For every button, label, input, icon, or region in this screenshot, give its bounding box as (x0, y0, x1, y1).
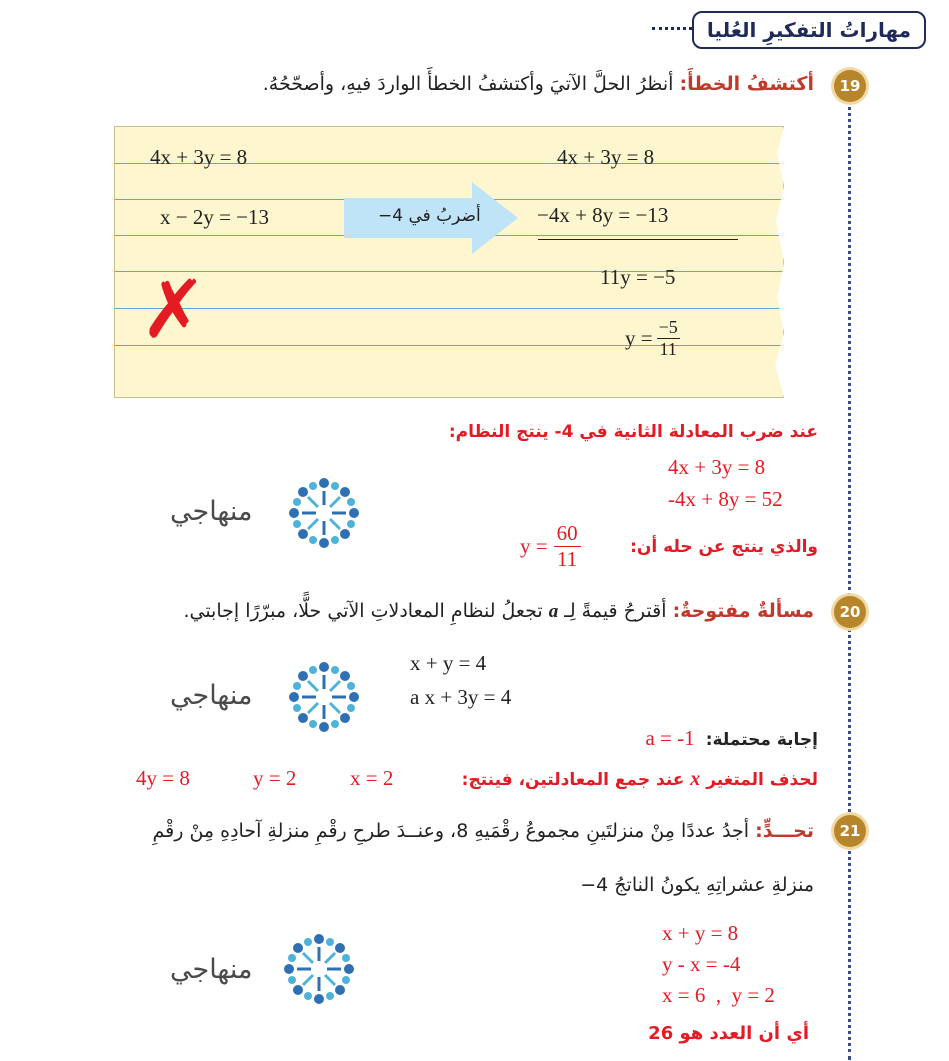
q21-statement-1 (153, 820, 815, 842)
q20-elim-r3: 4y = 8 (136, 766, 190, 790)
q20-head: مسألةٌ مفتوحةٌ: (672, 600, 814, 622)
q20-possible-answer (645, 726, 818, 751)
result-2-lhs: y = (625, 326, 653, 350)
q21-eq2: y - x = -4 (662, 952, 741, 976)
q20-eq1: x + y = 4 (410, 651, 487, 675)
right-eq-2: −4x + 8y = −13 (537, 203, 669, 227)
q19-answer-value (520, 521, 581, 572)
sum-rule (538, 239, 738, 240)
q20-elim-var: x (690, 768, 701, 790)
q19-text: أنظرُ الحلَّ الآتيَ وأكتشفُ الخطأَ الواردَ فيهِ، وأصحّحُهُ. (262, 73, 674, 95)
q20-text-after: تجعلُ لنظامِ المعادلاتِ الآتي حلًّا، مبرّرًا إجابتي. (183, 600, 543, 622)
section-header (652, 11, 928, 47)
q20-elim-r1: x = 2 (350, 766, 394, 790)
wrong-mark-icon: ✗ (140, 263, 208, 356)
logo-name: منهاجي (170, 680, 253, 711)
flower-logo-icon (280, 930, 358, 1008)
q21-statement-2: منزلةِ عشراتِهِ يكونُ الناتجُ 4− (580, 874, 814, 896)
q19-answer-eq2: -4x + 8y = 52 (668, 487, 783, 511)
section-title: مهاراتُ التفكيرِ العُليا (692, 11, 926, 49)
question-number-19: 19 (834, 70, 866, 102)
q20-elim-label-2: عند جمع المعادلتين، فينتج: (461, 770, 685, 790)
q19-answer-lhs: y = (520, 534, 548, 558)
question-number-21: 21 (834, 815, 866, 847)
q19-head: أكتشفُ الخطأَ: (679, 73, 814, 95)
q20-elimination-label (462, 768, 818, 791)
q21-head: تحـــدٍّ: (755, 820, 814, 842)
result-1: 11y = −5 (600, 265, 676, 289)
result-2-den: 11 (659, 339, 677, 359)
left-eq-2: x − 2y = −13 (160, 205, 270, 229)
q20-possible-value: a = -1 (645, 726, 695, 750)
q21-text1: أجدُ عددًا مِنْ منزلتَينِ مجموعُ رقْمَيهِ 8، وعنــدَ طرحِ رقْمِ منزلةِ آحادِهِ مِنْ رقْمِ (152, 820, 750, 842)
right-eq-1: 4x + 3y = 8 (557, 145, 655, 169)
logo-name: منهاجي (170, 954, 253, 985)
logo-name: منهاجي (170, 496, 253, 527)
flower-logo-icon (285, 474, 363, 552)
q20-elim-label-1: لحذف المتغير (706, 770, 818, 790)
q19-answer-tail-label: والذي ينتج عن حله أن: (630, 537, 818, 557)
q20-statement (183, 600, 814, 623)
q21-conclusion: أي أن العدد هو 26 (648, 1023, 809, 1044)
q21-eq1: x + y = 8 (662, 921, 739, 945)
q19-statement (263, 73, 814, 95)
q20-var: a (548, 601, 559, 622)
q21-eq3: x = 6 , y = 2 (662, 983, 775, 1007)
q20-text-before: أقترحُ قيمةً لِـ (564, 600, 667, 622)
q19-answer-head: عند ضرب المعادلة الثانية في 4- ينتج النظام: (448, 422, 818, 442)
margin-dotted-line (848, 100, 851, 1060)
q19-answer-eq1: 4x + 3y = 8 (668, 455, 766, 479)
left-eq-1: 4x + 3y = 8 (150, 145, 248, 169)
q20-eq2: a x + 3y = 4 (410, 685, 512, 709)
question-number-20: 20 (834, 596, 866, 628)
q20-possible-label: إجابة محتملة: (705, 730, 818, 750)
result-2 (625, 317, 680, 360)
header-dots (652, 27, 692, 30)
q20-elim-r2: y = 2 (253, 766, 297, 790)
q19-answer-num: 60 (554, 521, 581, 547)
result-2-num: −5 (658, 317, 678, 337)
flower-logo-icon (285, 658, 363, 736)
arrow-label: أضربُ في 4− (378, 206, 481, 226)
q19-answer-den: 11 (556, 547, 578, 571)
